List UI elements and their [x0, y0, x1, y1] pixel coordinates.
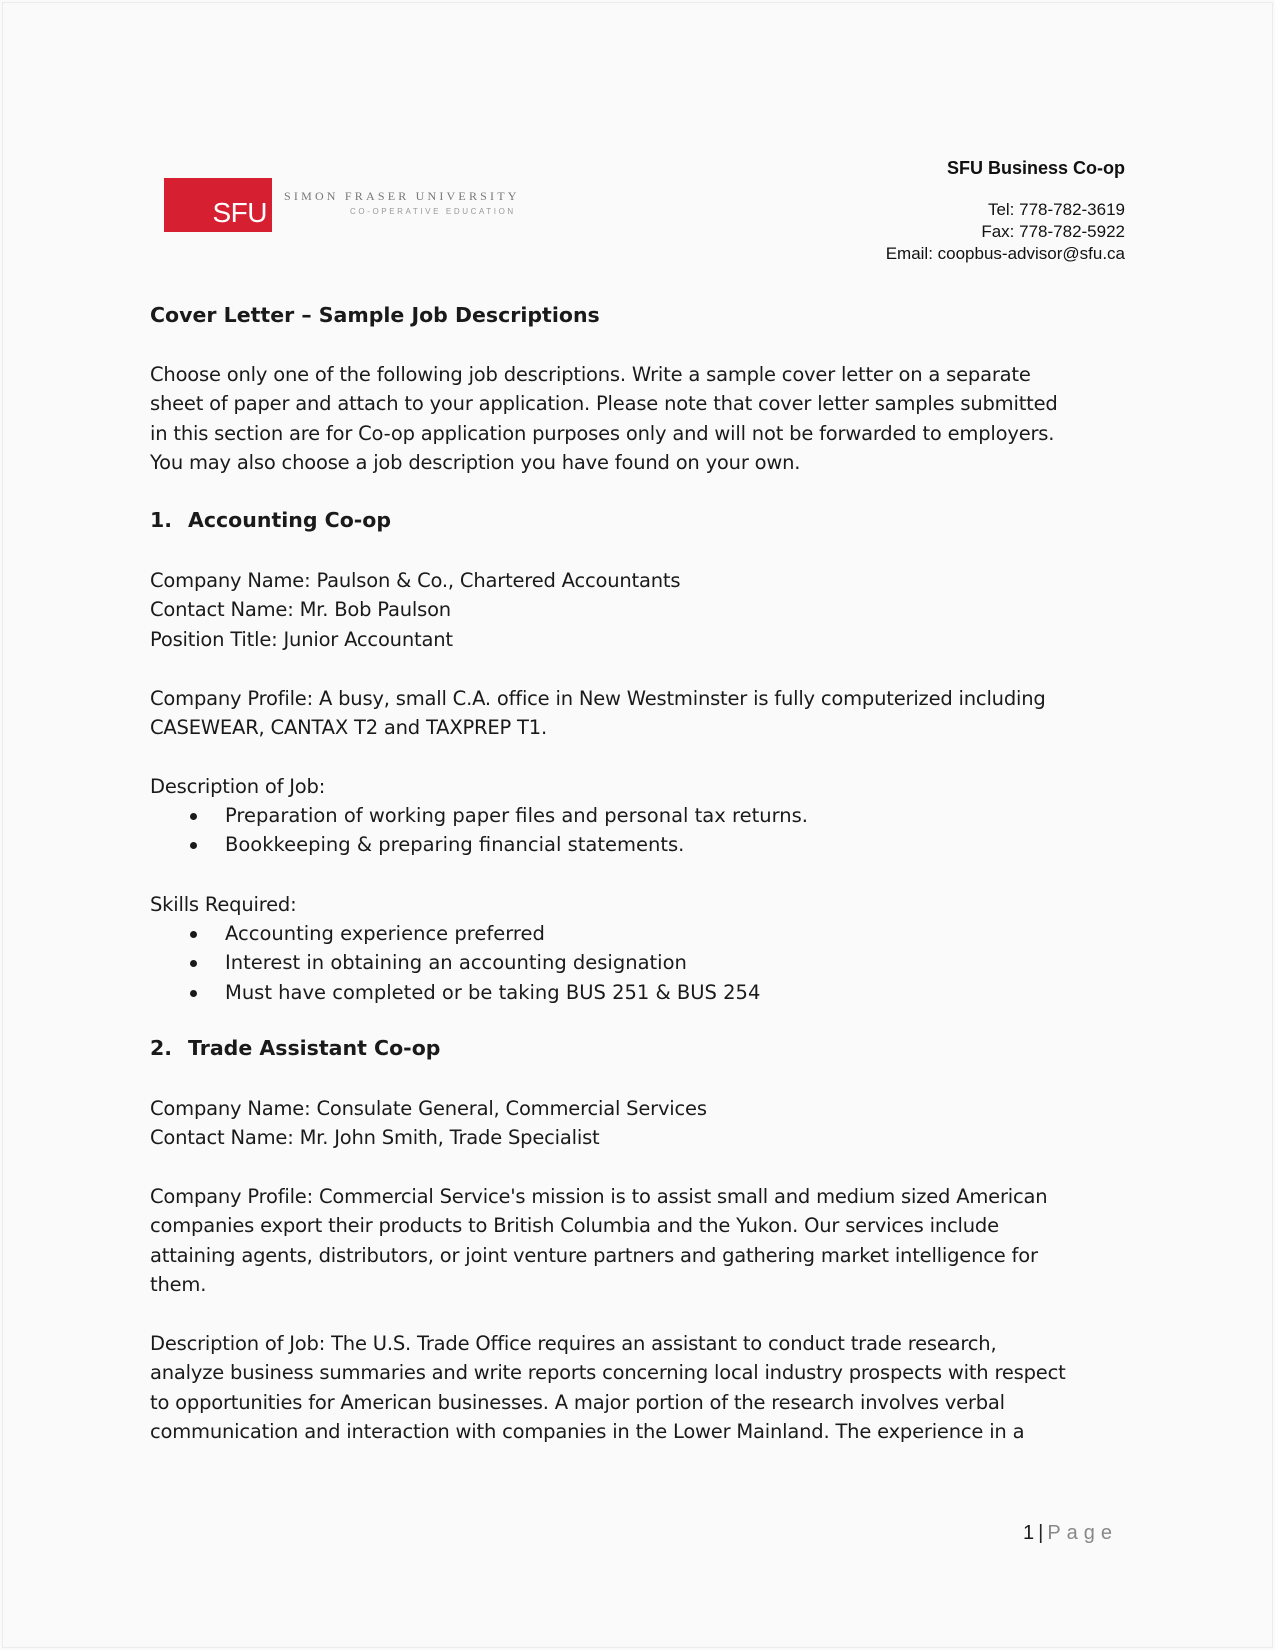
description-line: analyze business summaries and write reports concerning local industry prospects with respect [150, 1361, 1066, 1385]
profile-line: attaining agents, distributors, or joint venture partners and gathering market intelligence for [150, 1243, 1038, 1267]
section1-description-list [190, 801, 808, 860]
section-title: Trade Assistant Co-op [188, 1036, 441, 1060]
footer-separator: | [1038, 1522, 1044, 1544]
section1-details [150, 566, 1140, 654]
company-name: Company Name: Paulson & Co., Chartered Accountants [150, 569, 681, 592]
profile-line: CASEWEAR, CANTAX T2 and TAXPREP T1. [150, 716, 547, 740]
list-item: Accounting experience preferred [190, 919, 760, 948]
intro-line: sheet of paper and attach to your application. Please note that cover letter samples submitted [150, 392, 1058, 416]
contact-name: Contact Name: Mr. Bob Paulson [150, 598, 451, 622]
section1-skills-list [190, 919, 760, 1007]
section2-profile [150, 1182, 1140, 1300]
sfu-logo-mark [164, 178, 272, 232]
list-item: Preparation of working paper files and personal tax returns. [190, 801, 808, 830]
profile-line: companies export their products to British Columbia and the Yukon. Our services include [150, 1214, 999, 1238]
description-line: Description of Job: The U.S. Trade Office requires an assistant to conduct trade research, [150, 1332, 997, 1355]
section1-description-label [150, 772, 1140, 801]
intro-line: You may also choose a job description you have found on your own. [150, 451, 801, 475]
contact-name: Contact Name: Mr. John Smith, Trade Specialist [150, 1126, 600, 1150]
logo-department-name: CO-OPERATIVE EDUCATION [350, 206, 516, 216]
description-line: communication and interaction with companies in the Lower Mainland. The experience in a [150, 1420, 1025, 1444]
contact-tel: Tel: 778-782-3619 [987, 200, 1125, 219]
section2-description [150, 1329, 1140, 1447]
section-heading-trade-assistant [150, 1036, 440, 1060]
page-label: Page [1047, 1522, 1119, 1544]
description-label: Description of Job: [150, 775, 326, 798]
intro-line: in this section are for Co-op application purposes only and will not be forwarded to employers. [150, 421, 1055, 445]
logo-university-name: SIMON FRASER UNIVERSITY [284, 188, 520, 203]
profile-line: Company Profile: A busy, small C.A. office in New Westminster is fully computerized including [150, 687, 1046, 710]
section2-details [150, 1094, 1140, 1153]
intro-line: Choose only one of the following job descriptions. Write a sample cover letter on a separate [150, 363, 1031, 386]
intro-paragraph [150, 360, 1140, 478]
profile-line: them. [150, 1273, 207, 1297]
section1-skills-label [150, 890, 1140, 919]
profile-line: Company Profile: Commercial Service's mission is to assist small and medium sized American [150, 1185, 1048, 1208]
section-title: Accounting Co-op [188, 508, 392, 532]
contact-org: SFU Business Co-op [946, 158, 1125, 178]
page-number: 1 [1023, 1522, 1035, 1544]
section1-profile [150, 684, 1140, 743]
page-footer [1023, 1522, 1118, 1545]
position-title: Position Title: Junior Accountant [150, 627, 453, 651]
page-title: Cover Letter – Sample Job Descriptions [150, 303, 600, 327]
section-number: 2. [150, 1036, 173, 1060]
contact-block [886, 158, 1125, 265]
company-name: Company Name: Consulate General, Commercial Services [150, 1097, 707, 1120]
list-item: Must have completed or be taking BUS 251 & BUS 254 [190, 978, 760, 1007]
skills-label: Skills Required: [150, 893, 297, 916]
list-item: Bookkeeping & preparing financial statements. [190, 830, 808, 859]
section-heading-accounting [150, 508, 391, 532]
logo-mark-text: SFU [212, 197, 267, 228]
section-number: 1. [150, 508, 173, 532]
description-line: to opportunities for American businesses. A major portion of the research involves verbal [150, 1390, 1005, 1414]
sfu-logo [164, 178, 520, 232]
logo-wordmark [284, 189, 520, 216]
contact-email: Email: coopbus-advisor@sfu.ca [885, 244, 1125, 263]
contact-fax: Fax: 778-782-5922 [981, 222, 1125, 241]
list-item: Interest in obtaining an accounting designation [190, 948, 760, 977]
